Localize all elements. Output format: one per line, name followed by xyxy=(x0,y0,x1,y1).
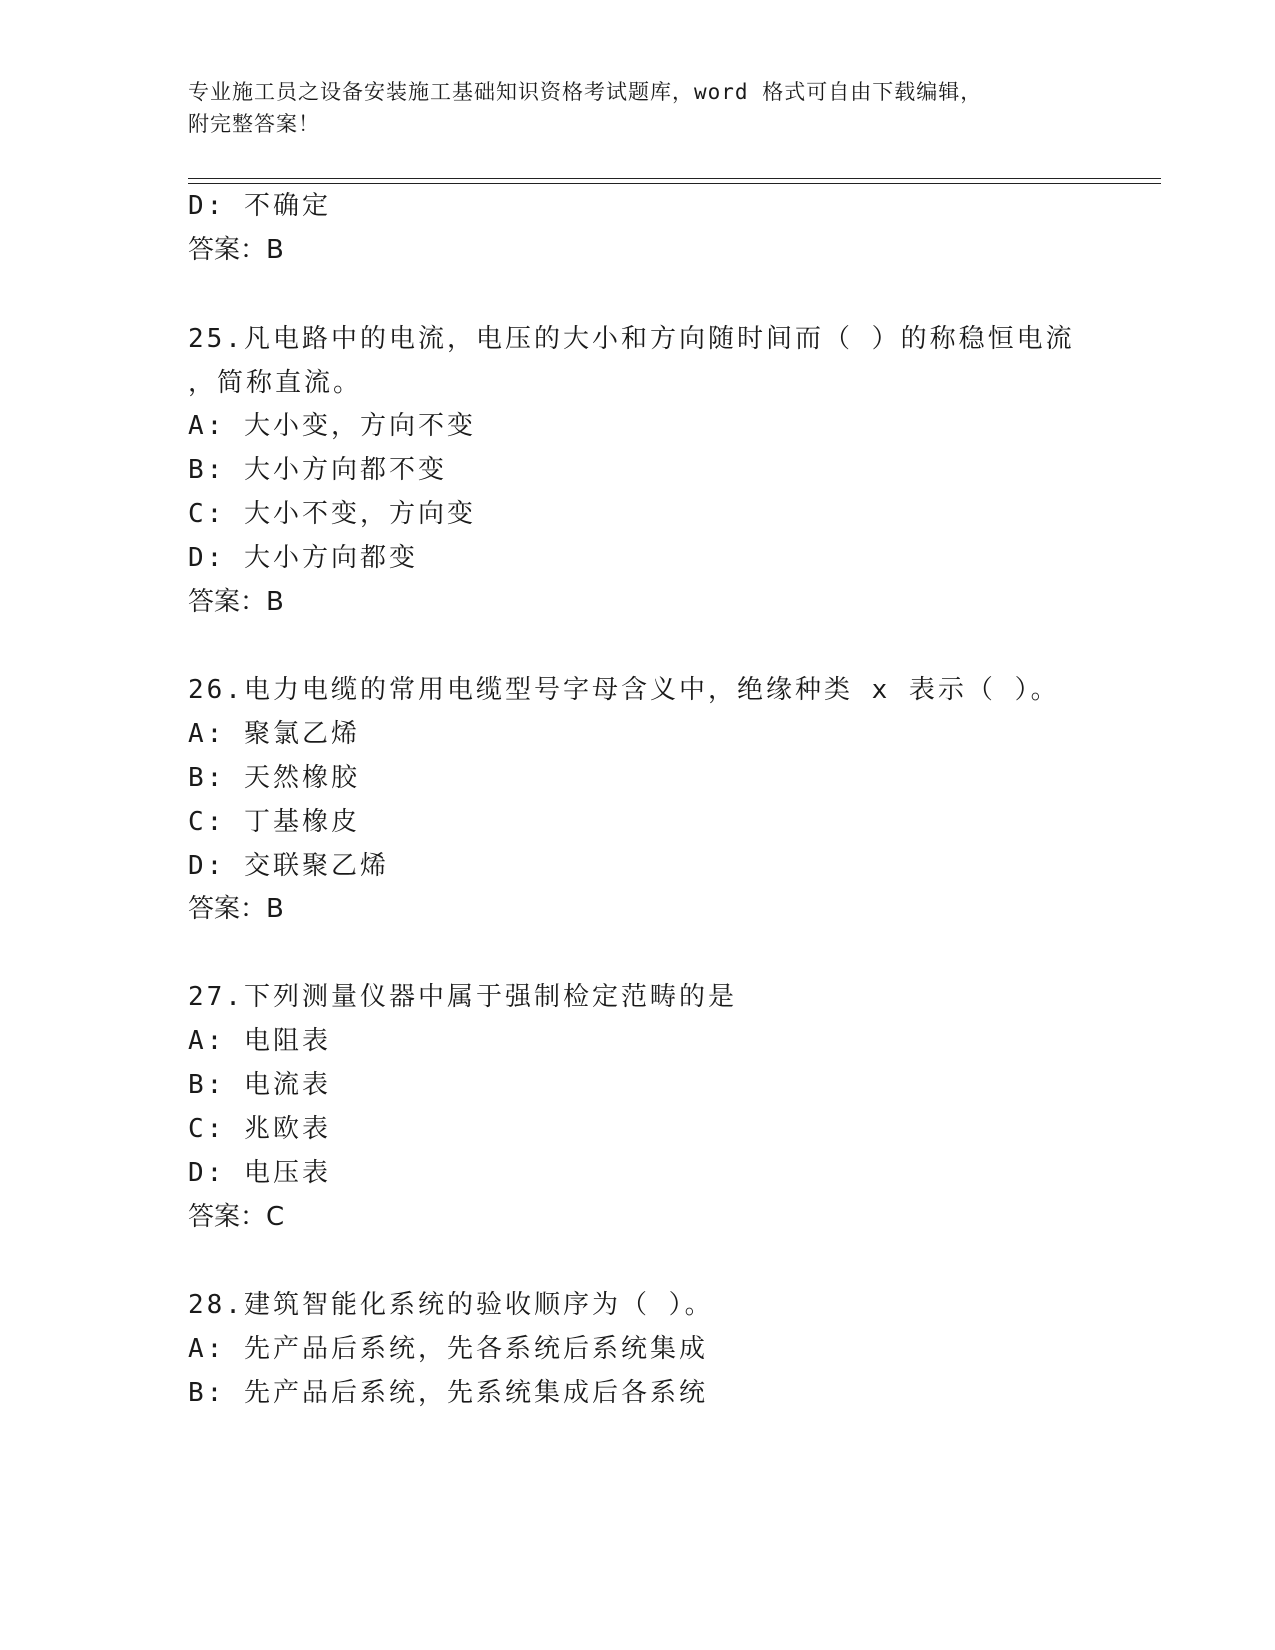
q27-stem: 27.下列测量仪器中属于强制检定范畴的是 xyxy=(188,982,737,1012)
q26-answer: 答案：B xyxy=(188,894,284,924)
q25-answer: 答案：B xyxy=(188,587,284,617)
q28-stem: 28.建筑智能化系统的验收顺序为（ ）。 xyxy=(188,1290,714,1320)
q27-answer: 答案：C xyxy=(188,1202,285,1232)
q27-option-a: A: 电阻表 xyxy=(188,1026,331,1056)
header-line-2: 附完整答案！ xyxy=(188,112,320,136)
document-header xyxy=(188,76,1088,140)
q25-option-a: A: 大小变，方向不变 xyxy=(188,411,476,441)
q26-stem: 26.电力电缆的常用电缆型号字母含义中，绝缘种类 x 表示（ ）。 xyxy=(188,675,1060,705)
q24-option-d: D: 不确定 xyxy=(188,191,331,221)
q26-option-d: D: 交联聚乙烯 xyxy=(188,851,389,881)
q25-option-d: D: 大小方向都变 xyxy=(188,543,418,573)
header-divider-bottom xyxy=(188,183,1161,184)
q25-stem-line2: ，简称直流。 xyxy=(188,368,363,398)
q27-option-b: B: 电流表 xyxy=(188,1070,331,1100)
q25-option-c: C: 大小不变，方向变 xyxy=(188,499,476,529)
q25-option-b: B: 大小方向都不变 xyxy=(188,455,447,485)
q27-option-c: C: 兆欧表 xyxy=(188,1114,331,1144)
q27-option-d: D: 电压表 xyxy=(188,1158,331,1188)
q28-option-b: B: 先产品后系统，先系统集成后各系统 xyxy=(188,1378,708,1408)
q26-option-a: A: 聚氯乙烯 xyxy=(188,719,360,749)
q28-option-a: A: 先产品后系统，先各系统后系统集成 xyxy=(188,1334,708,1364)
q24-answer: 答案：B xyxy=(188,235,284,265)
header-divider-top xyxy=(188,178,1161,179)
q25-stem-line1: 25.凡电路中的电流，电压的大小和方向随时间而（ ）的称稳恒电流 xyxy=(188,324,1075,354)
q26-option-c: C: 丁基橡皮 xyxy=(188,807,360,837)
header-line-1: 专业施工员之设备安装施工基础知识资格考试题库，word 格式可自由下载编辑， xyxy=(188,80,983,104)
q26-option-b: B: 天然橡胶 xyxy=(188,763,360,793)
